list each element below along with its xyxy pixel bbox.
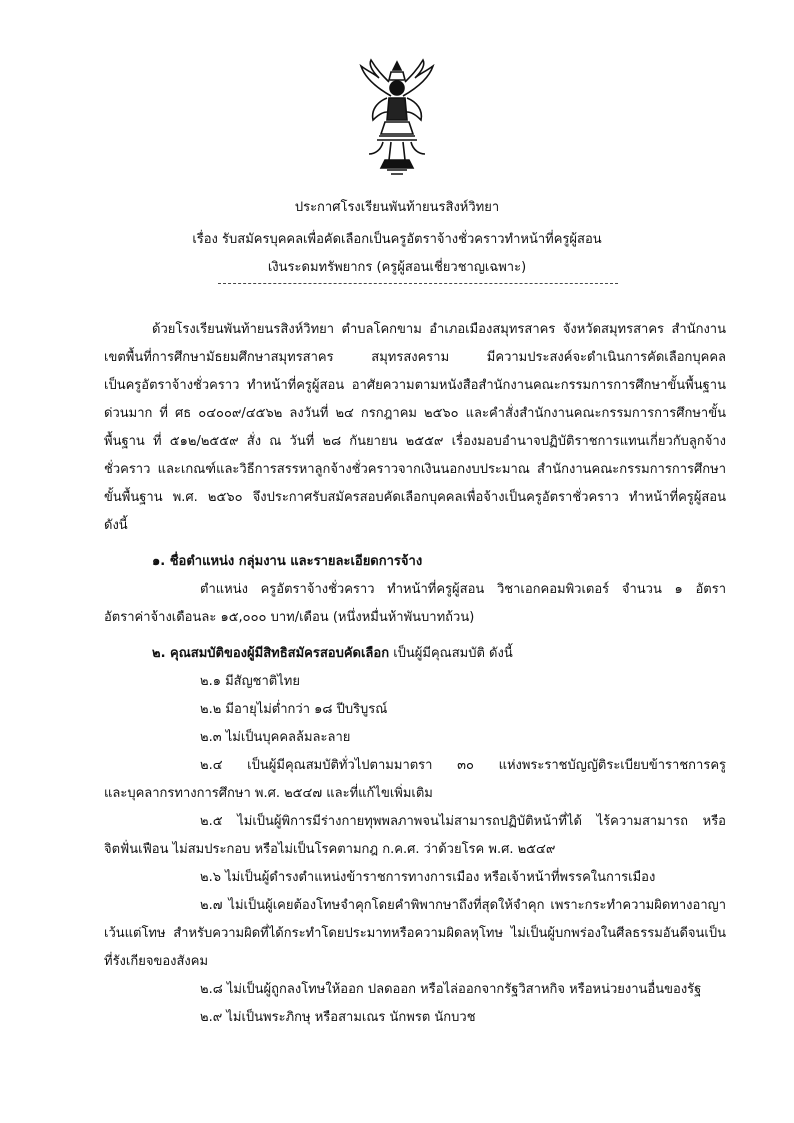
section-1-heading: ๑. ชื่อตำแหน่ง กลุ่มงาน และรายละเอียดการจ้าง xyxy=(152,554,423,569)
section-1-line: ตำแหน่ง ครูอัตราจ้างชั่วคราว ทำหน้าที่ครูผู้สอน วิชาเอกคอมพิวเตอร์ จำนวน ๑ อัตรา xyxy=(200,582,726,597)
announcement-subject: เรื่อง รับสมัครบุคคลเพื่อคัดเลือกเป็นครูอัตราจ้างชั่วคราวทำหน้าที่ครูผู้สอน xyxy=(192,232,602,247)
qualification-item: ๒.๗ ไม่เป็นผู้เคยต้องโทษจำคุกโดยคำพิพากษาถึงที่สุดให้จำคุก เพราะกระทำความผิดทางอาญา xyxy=(200,898,726,913)
intro-line: เขตพื้นที่การศึกษามัธยมศึกษาสมุทรสาคร สมุทรสงคราม มีความประสงค์จะดำเนินการคัดเลือกบุคคล xyxy=(104,350,726,365)
section-2-heading xyxy=(152,646,513,662)
intro-line: เป็นครูอัตราจ้างชั่วคราว ทำหน้าที่ครูผู้สอน อาศัยความตามหนังสือสำนักงานคณะกรรมการการศึกษาขั้นพื้นฐาน xyxy=(104,378,726,393)
qualification-item-cont: ที่รังเกียจของสังคม xyxy=(104,954,209,969)
intro-line: ด้วยโรงเรียนพันท้ายนรสิงห์วิทยา ตำบลโคกขาม อำเภอเมืองสมุทรสาคร จังหวัดสมุทรสาคร สำนักงาน xyxy=(152,322,726,337)
qualification-item: ๒.๘ ไม่เป็นผู้ถูกลงโทษให้ออก ปลดออก หรือไล่ออกจากรัฐวิสาหกิจ หรือหน่วยงานอื่นของรัฐ xyxy=(200,982,702,997)
section-2-heading-bold: ๒. คุณสมบัติของผู้มีสิทธิสมัครสอบคัดเลือก xyxy=(152,646,390,661)
dashed-separator xyxy=(218,283,618,284)
qualification-item: ๒.๒ มีอายุไม่ต่ำกว่า ๑๘ ปีบริบูรณ์ xyxy=(200,702,388,717)
qualification-item-cont: จิตฟั่นเฟือน ไม่สมประกอบ หรือไม่เป็นโรคตามกฎ ก.ค.ศ. ว่าด้วยโรค พ.ศ. ๒๕๔๙ xyxy=(104,842,556,857)
intro-line: ด่วนมาก ที่ ศธ ๐๔๐๐๙/๔๕๖๒ ลงวันที่ ๒๔ กรกฎาคม ๒๕๖๐ และคำสั่งสำนักงานคณะกรรมการการศึกษาขั้น xyxy=(104,406,726,421)
garuda-emblem xyxy=(357,58,437,176)
qualification-item: ๒.๕ ไม่เป็นผู้พิการมีร่างกายทุพพลภาพจนไม่สามารถปฏิบัติหน้าที่ได้ ไร้ความสามารถ หรือ xyxy=(200,814,726,829)
qualification-item: ๒.๔ เป็นผู้มีคุณสมบัติทั่วไปตามมาตรา ๓๐ แห่งพระราชบัญญัติระเบียบข้าราชการครู xyxy=(200,758,726,773)
qualification-item: ๒.๑ มีสัญชาติไทย xyxy=(200,674,300,689)
intro-line: ดังนี้ xyxy=(104,518,128,533)
intro-line: พื้นฐาน ที่ ๕๑๒/๒๕๕๙ สั่ง ณ วันที่ ๒๘ กันยายน ๒๕๕๙ เรื่องมอบอำนาจปฏิบัติราชการแทนเกี่ยวกับลูกจ้าง xyxy=(104,434,726,449)
qualification-item-cont: และบุคลากรทางการศึกษา พ.ศ. ๒๕๔๗ และที่แก้ไขเพิ่มเติม xyxy=(104,786,433,801)
announcement-title: ประกาศโรงเรียนพันท้ายนรสิงห์วิทยา xyxy=(294,200,500,215)
announcement-subtitle: เงินระดมทรัพยากร (ครูผู้สอนเชี่ยวชาญเฉพาะ) xyxy=(267,260,527,275)
qualification-item-cont: เว้นแต่โทษ สำหรับความผิดที่ได้กระทำโดยประมาทหรือความผิดลหุโทษ ไม่เป็นผู้บกพร่องในศีลธรรมอันดีจนเป็น xyxy=(104,926,726,941)
qualification-item: ๒.๙ ไม่เป็นพระภิกษุ หรือสามเณร นักพรต นักบวช xyxy=(200,1010,476,1025)
section-1-line: อัตราค่าจ้างเดือนละ ๑๕,๐๐๐ บาท/เดือน (หนึ่งหมื่นห้าพันบาทถ้วน) xyxy=(104,610,475,625)
qualification-item: ๒.๖ ไม่เป็นผู้ดำรงตำแหน่งข้าราชการทางการเมือง หรือเจ้าหน้าที่พรรคในการเมือง xyxy=(200,870,656,885)
intro-line: ชั่วคราว และเกณฑ์และวิธีการสรรหาลูกจ้างชั่วคราวจากเงินนอกงบประมาณ สำนักงานคณะกรรมการการศึกษา xyxy=(104,462,726,477)
qualification-item: ๒.๓ ไม่เป็นบุคคลล้มละลาย xyxy=(200,730,351,745)
intro-line: ขั้นพื้นฐาน พ.ศ. ๒๕๖๐ จึงประกาศรับสมัครสอบคัดเลือกบุคคลเพื่อจ้างเป็นครูอัตราชั่วคราว ทำหน้าที่ครูผู้สอน xyxy=(104,490,726,505)
section-2-heading-rest: เป็นผู้มีคุณสมบัติ ดังนี้ xyxy=(389,646,513,661)
